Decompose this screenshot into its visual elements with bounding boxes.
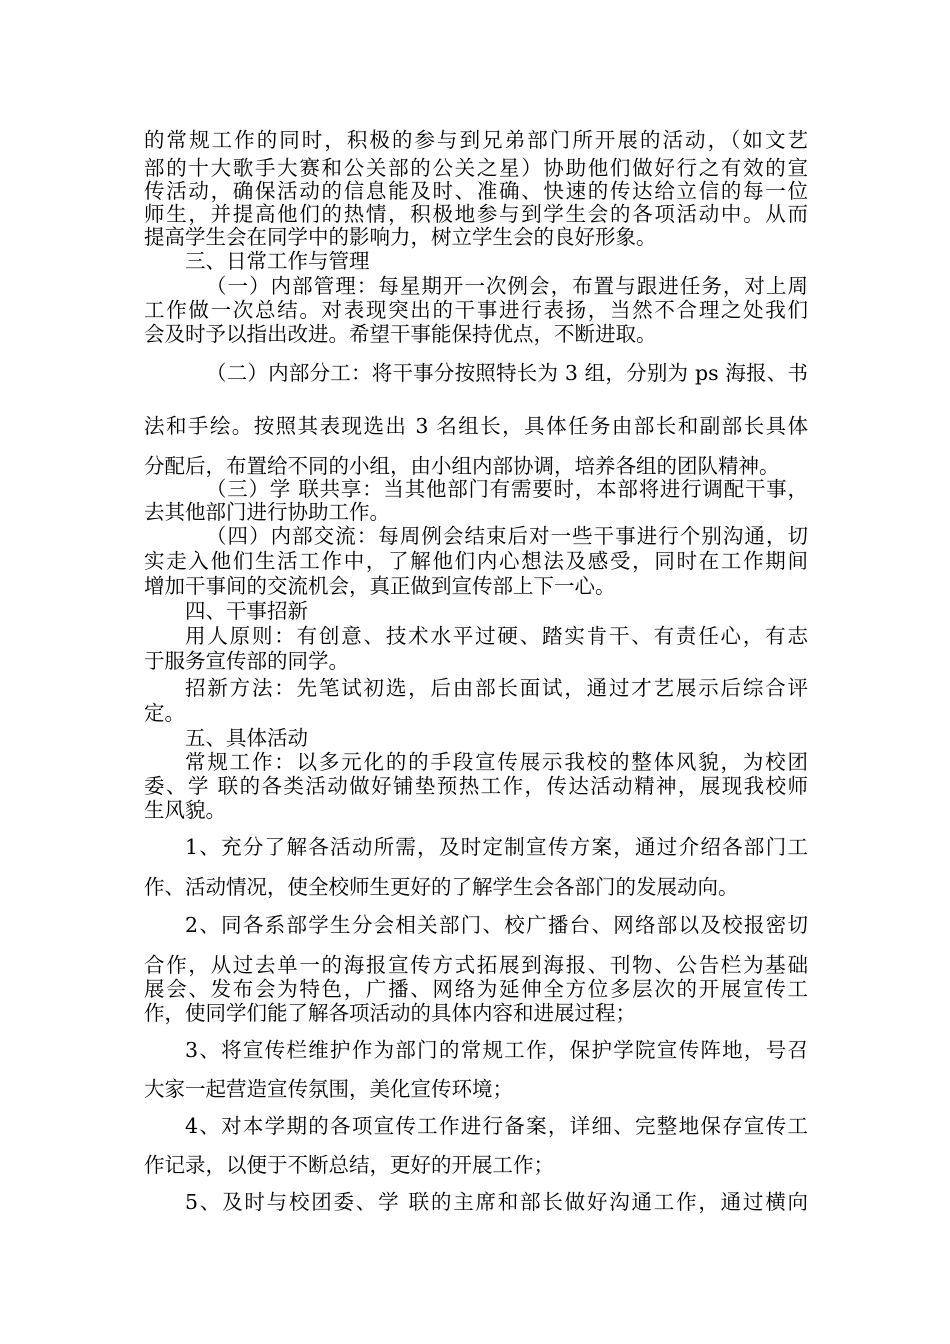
paragraph-line: 增加干事间的交流机会，真正做到宣传部上下一心。 bbox=[144, 574, 616, 598]
section-heading: 五、具体活动 bbox=[185, 726, 308, 750]
paragraph-line: 于服务宣传部的同学。 bbox=[144, 649, 349, 673]
paragraph-line: 作、活动情况，使全校师生更好的了解学生会各部门的发展动向。 bbox=[144, 875, 739, 899]
paragraph-line: 师生，并提高他们的热情，积极地参与到学生会的各项活动中。从而 bbox=[144, 202, 808, 226]
paragraph-line: 大家一起营造宣传氛围，美化宣传环境； bbox=[144, 1077, 513, 1101]
paragraph-line: 3、将宣传栏维护作为部门的常规工作，保护学院宣传阵地，号召 bbox=[185, 1038, 808, 1062]
paragraph-line: （一）内部管理：每星期开一次例会，布置与跟进任务，对上周 bbox=[206, 274, 808, 298]
paragraph-line: 2、同各系部学生分会相关部门、校广播台、网络部以及校报密切 bbox=[185, 913, 808, 937]
paragraph-line: 法和手绘。按照其表现选出 3 名组长，具体任务由部长和副部长具体 bbox=[144, 414, 808, 438]
paragraph-line: 提高学生会在同学中的影响力，树立学生会的良好形象。 bbox=[144, 225, 657, 249]
paragraph-line: 委、学 联的各类活动做好铺垫预热工作，传达活动精神，展现我校师 bbox=[144, 774, 808, 798]
paragraph-line: 生风貌。 bbox=[144, 798, 226, 822]
paragraph-line: 用人原则：有创意、技术水平过硬、踏实肯干、有责任心，有志 bbox=[185, 624, 808, 648]
paragraph-line: （二）内部分工：将干事分按照特长为 3 组，分别为 ps 海报、书 bbox=[206, 361, 808, 385]
paragraph-line: 5、及时与校团委、学 联的主席和部长做好沟通工作，通过横向 bbox=[185, 1190, 808, 1214]
paragraph-line: 1、充分了解各活动所需，及时定制宣传方案，通过介绍各部门工 bbox=[185, 835, 808, 859]
paragraph-line: 作，使同学们能了解各项活动的具体内容和进展过程； bbox=[144, 1001, 636, 1025]
paragraph-line: 招新方法：先笔试初选，后由部长面试，通过才艺展示后综合评 bbox=[185, 676, 808, 700]
paragraph-line: 会及时予以指出改进。希望干事能保持优点，不断进取。 bbox=[144, 322, 657, 346]
paragraph-line: 工作做一次总结。对表现突出的干事进行表扬，当然不合理之处我们 bbox=[144, 298, 808, 322]
paragraph-line: 展会、发布会为特色，广播、网络为延伸全方位多层次的开展宣传工 bbox=[144, 977, 808, 1001]
paragraph-line: 传活动，确保活动的信息能及时、准确、快速的传达给立信的每一位 bbox=[144, 179, 808, 203]
paragraph-line: 的常规工作的同时，积极的参与到兄弟部门所开展的活动，（如文艺 bbox=[144, 128, 808, 152]
section-heading: 四、干事招新 bbox=[185, 599, 308, 623]
paragraph-line: 定。 bbox=[144, 701, 185, 725]
paragraph-line: 作记录，以便于不断总结，更好的开展工作； bbox=[144, 1153, 554, 1177]
paragraph-line: 4、对本学期的各项宣传工作进行备案，详细、完整地保存宣传工 bbox=[185, 1114, 808, 1138]
paragraph-line: （四）内部交流：每周例会结束后对一些干事进行个别沟通，切 bbox=[206, 524, 808, 548]
paragraph-line: 分配后，布置给不同的小组，由小组内部协调，培养各组的团队精神。 bbox=[144, 454, 780, 478]
paragraph-line: 去其他部门进行协助工作。 bbox=[144, 500, 390, 524]
paragraph-line: 常规工作：以多元化的的手段宣传展示我校的整体风貌，为校团 bbox=[185, 750, 808, 774]
paragraph-line: 合作，从过去单一的海报宣传方式拓展到海报、刊物、公告栏为基础 bbox=[144, 953, 808, 977]
paragraph-line: 部的十大歌手大赛和公关部的公关之星）协助他们做好行之有效的宣 bbox=[144, 156, 808, 180]
section-heading: 三、日常工作与管理 bbox=[185, 249, 370, 273]
paragraph-line: （三）学 联共享：当其他部门有需要时，本部将进行调配干事， bbox=[206, 477, 808, 501]
paragraph-line: 实走入他们生活工作中，了解他们内心想法及感受，同时在工作期间 bbox=[144, 549, 808, 573]
